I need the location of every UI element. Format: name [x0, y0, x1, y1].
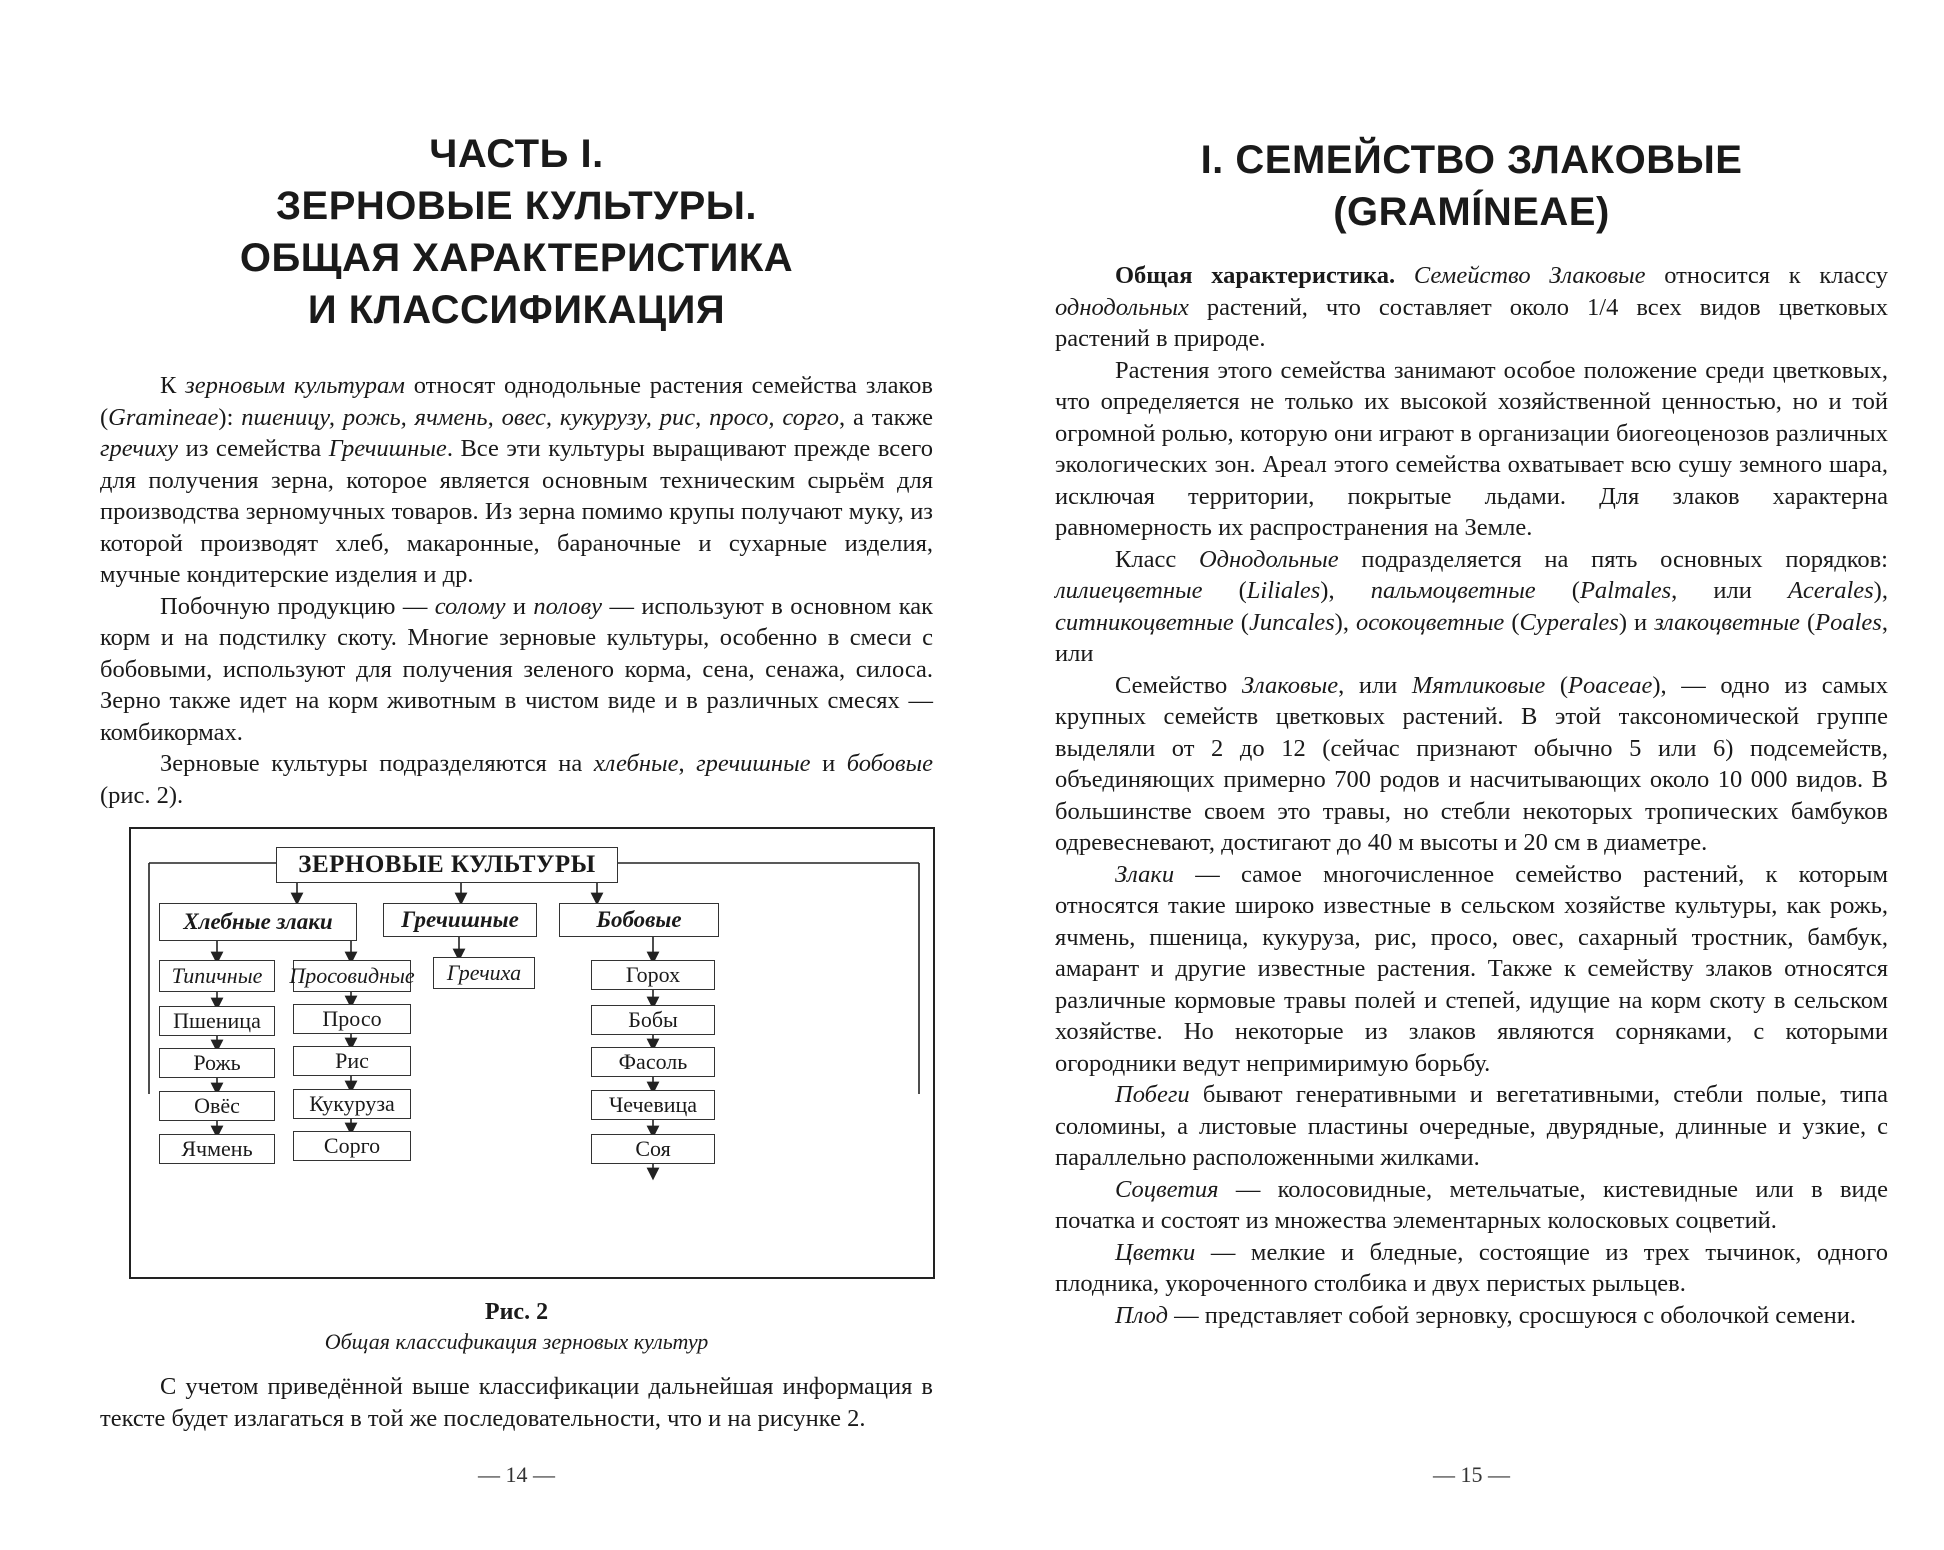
node-crop: Просо: [293, 1004, 411, 1034]
heading-line: И КЛАССИФИКАЦИЯ: [307, 288, 726, 332]
paragraph: Побеги бывают генеративными и вегетативными, стебли полые, типа соломины, а листовые пластины очередные, двурядные, длинные и узкие, с параллельно расположенными жилками.: [1055, 1081, 1888, 1171]
paragraph: Цветки — мелкие и бледные, состоящие из трех тычинок, одного плодника, укороченного столбика и двух перистых рыльцев.: [1055, 1238, 1888, 1297]
category-legumes: Бобовые: [559, 903, 719, 937]
figure-caption: [100, 1297, 933, 1357]
left-body: [100, 370, 933, 811]
node-crop: Фасоль: [591, 1047, 715, 1077]
node-crop: Сорго: [293, 1131, 411, 1161]
category-buckwheat: Гречишные: [383, 903, 537, 937]
right-body: [1055, 260, 1888, 1331]
classification-diagram: [129, 827, 935, 1279]
paragraph: Злаки — самое многочисленное семейство растений, к которым относятся такие широко известные в сельском хозяйстве культуры, как рожь, ячмень, пшеница, кукуруза, рис, просо, овес, сахарный тростник, бамбук, амарант и другие известные растения. Также к семейству злаков относятся различные кормовые травы полей и степей, идущие на корм скоту в сельском хозяйстве. Но некоторые из злаков являются сорняками, с которыми огородники ведут непримиримую борьбу.: [1055, 860, 1888, 1077]
part-heading: [100, 128, 933, 336]
heading-line: I. СЕМЕЙСТВО ЗЛАКОВЫЕ: [1200, 138, 1743, 182]
diagram-title: ЗЕРНОВЫЕ КУЛЬТУРЫ: [276, 847, 618, 883]
node-crop: Рис: [293, 1046, 411, 1076]
paragraph: Зерновые культуры подразделяются на хлебные, гречишные и бобовые (рис. 2).: [100, 750, 934, 809]
category-grain-cereals: Хлебные злаки: [159, 903, 357, 941]
page-number: — 15 —: [1433, 1462, 1510, 1487]
heading-line: (GRAMÍNEAE): [1333, 190, 1610, 234]
node-buckwheat: Гречиха: [433, 957, 535, 989]
caption-number: Рис. 2: [484, 1299, 549, 1325]
paragraph: Растения этого семейства занимают особое положение среди цветковых, что определяется не только их высокой хозяйственной ценностью, но и той огромной ролью, которую они играют в организации биогеоценозов различных экологических зон. Ареал этого семейства охватывает всю сушу земного шара, исключая территории, покрытые льдами. Для злаков характерна равномерность их распространения на Земле.: [1055, 356, 1888, 541]
paragraph: Класс Однодольные подразделяется на пять основных порядков: лилиецветные (Liliales), пальмоцветные (Palmales, или Acerales), ситникоцветные (Juncales), осокоцветные (Cyperales) и злакоцветные (Poales, или: [1055, 545, 1888, 667]
paragraph: Семейство Злаковые, или Мятликовые (Poaceae), — одно из самых крупных семейств цветковых растений. В этой таксономической группе выделяли от 2 до 12 (сейчас признают обычно 5 или 6) подсемейств, объединяющих примерно 700 родов и насчитывающих около 10 000 видов. В большинстве своем это травы, но стебли некоторых тропических бамбуков одревесневают, достигают до 40 м высоты и 20 см в диаметре.: [1055, 671, 1888, 856]
right-page: [1055, 0, 1888, 1550]
subcategory-millet-like: Просовидные: [293, 960, 411, 992]
node-crop: Соя: [591, 1134, 715, 1164]
node-crop: Рожь: [159, 1048, 275, 1078]
node-crop: Кукуруза: [293, 1089, 411, 1119]
paragraph: Соцветия — колосовидные, метельчатые, кистевидные или в виде початка и состоят из множества элементарных колосковых соцветий.: [1055, 1175, 1888, 1234]
node-crop: Чечевица: [591, 1090, 715, 1120]
node-crop: Горох: [591, 960, 715, 990]
left-body-end: [100, 1371, 933, 1434]
paragraph: Плод — представляет собой зерновку, сросшуюся с оболочкой семени.: [1115, 1301, 1857, 1329]
paragraph: К зерновым культурам относят однодольные растения семейства злаков (Gramineae): пшеницу, рожь, ячмень, овес, кукурузу, рис, просо, сорго, а также гречиху из семейства Гречишные. Все эти культуры выращивают прежде всего для получения зерна, которое является основным техническим сырьём для производства зерномучных товаров. Из зерна помимо крупы получают муку, из которой производят хлеб, макаронные, бараночные и сухарные изделия, мучные кондитерские изделия и др.: [100, 372, 933, 588]
left-page: [100, 0, 933, 1550]
node-crop: Ячмень: [159, 1134, 275, 1164]
subcategory-typical: Типичные: [159, 960, 275, 992]
paragraph: С учетом приведённой выше классификации дальнейшая информация в тексте будет излагаться в той же последовательности, что и на рисунке 2.: [100, 1373, 933, 1432]
node-crop: Пшеница: [159, 1006, 275, 1036]
section-heading: [1055, 134, 1888, 238]
heading-line: ЧАСТЬ I.: [429, 132, 604, 176]
node-crop: Овёс: [159, 1091, 275, 1121]
heading-line: ОБЩАЯ ХАРАКТЕРИСТИКА: [239, 236, 794, 280]
page-number: — 14 —: [478, 1462, 555, 1487]
caption-text: Общая классификация зерновых культур: [324, 1329, 709, 1354]
node-crop: Бобы: [591, 1005, 715, 1035]
paragraph: Побочную продукцию — солому и полову — используют в основном как корм и на подстилку скоту. Многие зерновые культуры, особенно в смеси с бобовыми, используют для получения зеленого корма, сена, сенажа, силоса. Зерно также идет на корм животным в чистом виде и в различных смесях — комбикормах.: [100, 592, 934, 746]
paragraph: Общая характеристика. Семейство Злаковые относится к классу однодольных растений, что составляет около 1/4 всех видов цветковых растений в природе.: [1055, 262, 1889, 352]
heading-line: ЗЕРНОВЫЕ КУЛЬТУРЫ.: [275, 184, 758, 228]
